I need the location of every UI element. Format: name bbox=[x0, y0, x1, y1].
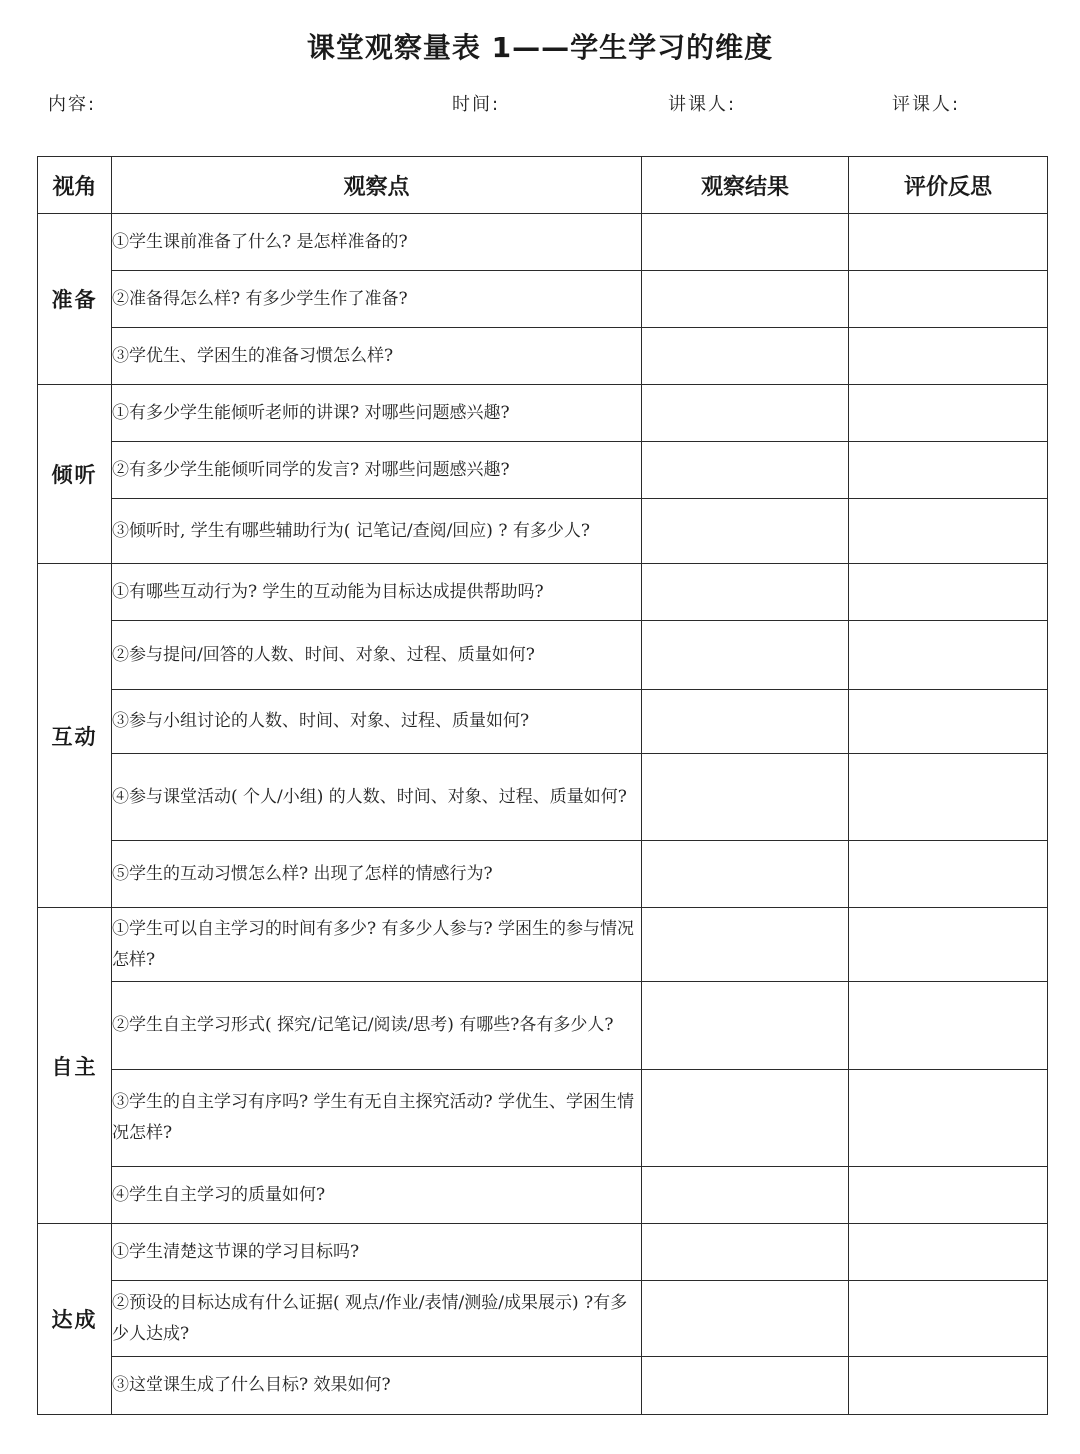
reflection-cell[interactable] bbox=[849, 621, 1048, 690]
observation-point: ③学优生、学困生的准备习惯怎么样? bbox=[112, 328, 642, 385]
result-cell[interactable] bbox=[642, 271, 849, 328]
result-cell[interactable] bbox=[642, 442, 849, 499]
dimension-interaction: 互动 bbox=[38, 564, 112, 908]
table-row bbox=[38, 271, 1048, 328]
header-perspective: 视角 bbox=[38, 157, 112, 214]
observation-point: ②学生自主学习形式( 探究/记笔记/阅读/思考) 有哪些?各有多少人? bbox=[112, 982, 642, 1070]
result-cell[interactable] bbox=[642, 621, 849, 690]
reflection-cell[interactable] bbox=[849, 1224, 1048, 1281]
result-cell[interactable] bbox=[642, 908, 849, 982]
reflection-cell[interactable] bbox=[849, 499, 1048, 564]
result-cell[interactable] bbox=[642, 690, 849, 754]
content-field-label: 内容: bbox=[48, 94, 97, 115]
reflection-cell[interactable] bbox=[849, 908, 1048, 982]
table-row bbox=[38, 982, 1048, 1070]
result-cell[interactable] bbox=[642, 1357, 849, 1415]
result-cell[interactable] bbox=[642, 1281, 849, 1357]
observation-point: ③倾听时, 学生有哪些辅助行为( 记笔记/查阅/回应) ? 有多少人? bbox=[112, 499, 642, 564]
table-row bbox=[38, 841, 1048, 908]
result-cell[interactable] bbox=[642, 754, 849, 841]
result-cell[interactable] bbox=[642, 499, 849, 564]
reflection-cell[interactable] bbox=[849, 271, 1048, 328]
reflection-cell[interactable] bbox=[849, 214, 1048, 271]
table-row bbox=[38, 328, 1048, 385]
result-cell[interactable] bbox=[642, 328, 849, 385]
reflection-cell[interactable] bbox=[849, 385, 1048, 442]
header-observation-result: 观察结果 bbox=[642, 157, 849, 214]
table-row bbox=[38, 1167, 1048, 1224]
table-row bbox=[38, 1357, 1048, 1415]
observation-point: ③学生的自主学习有序吗? 学生有无自主探究活动? 学优生、学困生情况怎样? bbox=[112, 1070, 642, 1167]
header-observation-point: 观察点 bbox=[112, 157, 642, 214]
reflection-cell[interactable] bbox=[849, 328, 1048, 385]
result-cell[interactable] bbox=[642, 982, 849, 1070]
observation-point: ③参与小组讨论的人数、时间、对象、过程、质量如何? bbox=[112, 690, 642, 754]
table-row bbox=[38, 908, 1048, 982]
observation-point: ②预设的目标达成有什么证据( 观点/作业/表情/测验/成果展示) ?有多少人达成? bbox=[112, 1281, 642, 1357]
observation-point: ①有哪些互动行为? 学生的互动能为目标达成提供帮助吗? bbox=[112, 564, 642, 621]
header-row bbox=[38, 157, 1048, 214]
observation-point: ①有多少学生能倾听老师的讲课? 对哪些问题感兴趣? bbox=[112, 385, 642, 442]
result-cell[interactable] bbox=[642, 841, 849, 908]
observation-point: ①学生清楚这节课的学习目标吗? bbox=[112, 1224, 642, 1281]
observation-point: ④参与课堂活动( 个人/小组) 的人数、时间、对象、过程、质量如何? bbox=[112, 754, 642, 841]
dimension-preparation: 准备 bbox=[38, 214, 112, 385]
table-row bbox=[38, 1224, 1048, 1281]
result-cell[interactable] bbox=[642, 1070, 849, 1167]
observation-point: ③这堂课生成了什么目标? 效果如何? bbox=[112, 1357, 642, 1415]
table-row bbox=[38, 1281, 1048, 1357]
dimension-listening: 倾听 bbox=[38, 385, 112, 564]
reflection-cell[interactable] bbox=[849, 1357, 1048, 1415]
table-row bbox=[38, 214, 1048, 271]
table-row bbox=[38, 690, 1048, 754]
result-cell[interactable] bbox=[642, 1224, 849, 1281]
result-cell[interactable] bbox=[642, 385, 849, 442]
table-row bbox=[38, 754, 1048, 841]
reflection-cell[interactable] bbox=[849, 690, 1048, 754]
observation-table bbox=[37, 156, 1048, 1415]
observation-point: ①学生可以自主学习的时间有多少? 有多少人参与? 学困生的参与情况怎样? bbox=[112, 908, 642, 982]
observation-point: ②准备得怎么样? 有多少学生作了准备? bbox=[112, 271, 642, 328]
observation-point: ①学生课前准备了什么? 是怎样准备的? bbox=[112, 214, 642, 271]
lecturer-field-label: 讲课人: bbox=[668, 94, 737, 115]
header-evaluation-reflection: 评价反思 bbox=[849, 157, 1048, 214]
page-title: 课堂观察量表 1——学生学习的维度 bbox=[306, 31, 774, 64]
reflection-cell[interactable] bbox=[849, 841, 1048, 908]
observation-point: ⑤学生的互动习惯怎么样? 出现了怎样的情感行为? bbox=[112, 841, 642, 908]
table-row bbox=[38, 385, 1048, 442]
observation-point: ②参与提问/回答的人数、时间、对象、过程、质量如何? bbox=[112, 621, 642, 690]
dimension-achievement: 达成 bbox=[38, 1224, 112, 1415]
observation-point: ②有多少学生能倾听同学的发言? 对哪些问题感兴趣? bbox=[112, 442, 642, 499]
reviewer-field-label: 评课人: bbox=[892, 94, 961, 115]
table-row bbox=[38, 621, 1048, 690]
time-field-label: 时间: bbox=[452, 94, 501, 115]
reflection-cell[interactable] bbox=[849, 442, 1048, 499]
dimension-autonomy: 自主 bbox=[38, 908, 112, 1224]
table-row bbox=[38, 1070, 1048, 1167]
table-row bbox=[38, 499, 1048, 564]
result-cell[interactable] bbox=[642, 1167, 849, 1224]
result-cell[interactable] bbox=[642, 564, 849, 621]
reflection-cell[interactable] bbox=[849, 1281, 1048, 1357]
table-row bbox=[38, 564, 1048, 621]
table-row bbox=[38, 442, 1048, 499]
reflection-cell[interactable] bbox=[849, 1070, 1048, 1167]
reflection-cell[interactable] bbox=[849, 564, 1048, 621]
reflection-cell[interactable] bbox=[849, 1167, 1048, 1224]
reflection-cell[interactable] bbox=[849, 982, 1048, 1070]
reflection-cell[interactable] bbox=[849, 754, 1048, 841]
result-cell[interactable] bbox=[642, 214, 849, 271]
observation-point: ④学生自主学习的质量如何? bbox=[112, 1167, 642, 1224]
